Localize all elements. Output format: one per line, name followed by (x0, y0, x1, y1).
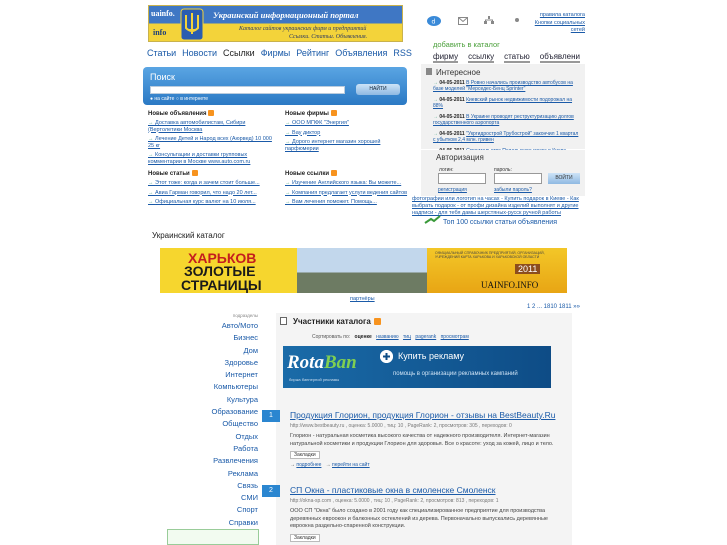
category-item[interactable]: Авто/Мото (221, 321, 258, 330)
rss-icon[interactable] (208, 110, 214, 116)
nav-firms[interactable]: Фирмы (260, 48, 291, 58)
nav-rss[interactable]: RSS (393, 48, 412, 58)
banner-line-3: СТРАНИЦЫ (181, 277, 262, 293)
list-item[interactable] (433, 131, 581, 143)
category-item[interactable]: Компьютеры (213, 382, 258, 392)
social-buttons-link[interactable]: Кнопки социальных (534, 19, 585, 26)
category-item[interactable]: Связь (237, 480, 258, 490)
rss-icon[interactable] (192, 170, 198, 176)
category-item[interactable]: Образование (211, 407, 258, 417)
new-firms-heading (285, 110, 415, 117)
list-item[interactable]: → Официальная курс валют на 10 июля... (148, 199, 278, 206)
rotaban-logo-a: Rota (287, 352, 324, 373)
interesting-list (433, 80, 581, 159)
nav-rating[interactable]: Рейтинг (296, 48, 330, 58)
catalog-members (269, 313, 572, 545)
arrow-icon: → (290, 462, 295, 469)
rotaban-logo-b: Ban (323, 352, 357, 373)
new-links-heading (285, 170, 415, 177)
register-link[interactable]: регистрация (438, 187, 467, 193)
member-item (269, 485, 566, 542)
news-date: 04-05-2011 (439, 97, 465, 103)
list-item[interactable] (433, 114, 581, 126)
category-item[interactable]: Развлечения (213, 456, 258, 466)
member-meta: http://www.bestbeauty.ru , оценка: 5.0000 , тиц: 10 , PageRank: 2, просмотров: 305 , переходов: 0 (290, 423, 512, 429)
rss-icon[interactable] (331, 170, 337, 176)
new-links-block (285, 170, 415, 209)
member-title-link[interactable]: Продукция Глорион, продукция Глорион - отзывы на BestBeauty.Ru (290, 410, 556, 420)
banner-right-panel (427, 248, 567, 293)
search-scope (150, 96, 208, 102)
member-description: Глорион - натуральная косметика высокого качества от надежного производителя. Интернет-магазин натуральной косметики и продукции Глорион для здоровья. Все о красоте: уход за кожей, лицо и тело. (290, 433, 554, 447)
sitemap-icon[interactable] (484, 16, 494, 24)
nav-links[interactable]: Ссылки (223, 48, 255, 58)
sort-by-rating[interactable]: оценке (354, 334, 372, 340)
details-link[interactable]: подробнее (296, 462, 322, 469)
nav-articles[interactable]: Статьи (147, 48, 177, 58)
banner-url: UAINFO.INFO (481, 280, 539, 290)
search-panel (143, 67, 407, 105)
right-links (530, 12, 585, 35)
bookmark-button[interactable]: Закладки (290, 534, 320, 542)
category-footer-box (167, 529, 259, 545)
new-firms-title: Новые фирмы (285, 111, 329, 117)
auth-title: Авторизация (436, 153, 484, 162)
password-input[interactable] (494, 173, 542, 184)
nav-ads[interactable]: Объявления (335, 48, 388, 58)
list-item[interactable]: → Авиа Гарман говорил, что надо 20 лет... (148, 190, 278, 197)
member-meta: http://okna-sp.com , оценка: 5.0000 , тиц: 10 , PageRank: 2, просмотров: 813 , переходов: 1 (290, 498, 499, 504)
sort-by-pagerank[interactable]: pagerank (415, 334, 437, 340)
logo-site-name: uainfo. (151, 9, 175, 18)
radio-on-site-label: на сайте (154, 96, 175, 102)
news-date: 04-05-2011 (439, 131, 465, 137)
banner-line-2: ЗОЛОТЫЕ (184, 263, 256, 279)
category-item[interactable]: СМИ (241, 493, 258, 503)
home-icon[interactable] (427, 16, 441, 26)
plus-icon (380, 350, 393, 363)
page-icon (280, 317, 287, 325)
list-item[interactable]: → ООО МПФК "Энергия" (285, 120, 415, 127)
search-input[interactable] (150, 86, 345, 94)
info-icon[interactable] (512, 16, 522, 24)
mail-icon[interactable] (458, 17, 468, 25)
category-item[interactable]: Спорт (236, 505, 258, 515)
category-list (170, 313, 258, 529)
add-ad-tab[interactable]: объявлени (539, 52, 580, 61)
radio-on-site-icon[interactable]: ● (150, 96, 154, 102)
banner-small-text: ОФИЦИАЛЬНЫЙ СПРАВОЧНИК ПРЕДПРИЯТИЙ, ОРГАНИЗАЦИЙ, УЧРЕЖДЕНИЙ КАРТА ХАРЬКОВА И ХАРЬКОВСКОЙ ОБЛАСТИ (435, 251, 545, 259)
member-number: 2 (262, 485, 280, 497)
list-item[interactable]: → Доставка автомобилистам, Сибири (Вертолетики Москва (148, 120, 278, 133)
new-firms-block (285, 110, 415, 155)
trident-emblem-icon (180, 8, 204, 41)
visit-site-link[interactable]: перейти на сайт (332, 462, 370, 469)
trend-arrow-icon (425, 216, 441, 224)
interesting-title: Интересное (436, 68, 481, 77)
logo-slogan: Украинский информационный портал (213, 10, 359, 20)
new-links-title: Новые ссылки (285, 171, 330, 177)
top100-label[interactable]: Топ 100 ссылки статьи объявления (442, 219, 557, 226)
member-item (269, 410, 566, 469)
panel-marker-icon (426, 68, 432, 75)
members-title: Участники каталога (293, 317, 371, 326)
bookmark-button[interactable]: Закладки (290, 451, 320, 459)
list-item[interactable]: → Вау диктор (285, 130, 415, 137)
rss-icon[interactable] (374, 318, 381, 325)
search-button[interactable]: НАЙТИ (356, 84, 400, 95)
member-title-link[interactable]: СП Окна - пластиковые окна в смоленске Смоленск (290, 485, 496, 495)
member-description: ООО СП "Окна" было создано в 2001 году как специализированное предприятие для производства деревянных евроокон и балконных остеклений из дерева. Первоначально выпускались деревянные евроокна раздельно-спаренной конструкции. (290, 508, 548, 530)
list-item[interactable]: → Изучение Английского языка: Вы можете... (285, 180, 415, 187)
new-articles-block (148, 170, 278, 209)
password-label: пароль: (494, 167, 512, 173)
banner-line-1: ХАРЬКОВ (188, 250, 257, 266)
new-ads-title: Новые объявления (148, 111, 207, 117)
svg-text:d: d (431, 18, 436, 26)
category-item[interactable]: Дом (243, 345, 258, 355)
list-item[interactable] (433, 97, 581, 109)
category-item[interactable]: Общество (222, 419, 258, 429)
logo-site-suffix: info (153, 28, 167, 37)
list-item[interactable]: → Компания предлагает услуги ведения сайтов (285, 190, 415, 197)
category-item[interactable]: Интернет (225, 370, 258, 380)
list-item[interactable]: → Лечение Детей и Народ всех (Аюрвед) 10 000 25 кг (148, 136, 278, 149)
category-item[interactable]: Справки (228, 517, 258, 527)
news-link[interactable]: В Ровно начались производство автобусов на базе моделей "Мерседес-Бенц Sprinter" (433, 80, 573, 92)
list-item[interactable]: → Этот тоже: когда и зачем стоит больше... (148, 180, 278, 187)
radio-internet-icon[interactable]: ○ (175, 96, 179, 102)
login-label: логин: (439, 167, 454, 173)
top100-links (425, 216, 557, 226)
search-title: Поиск (150, 72, 175, 82)
member-actions (290, 534, 566, 542)
category-item[interactable]: Здоровье (224, 357, 258, 367)
nav-news[interactable]: Новости (182, 48, 218, 58)
auth-panel (421, 150, 585, 196)
list-item[interactable]: → Вам лечения поможет. Помощь... (285, 199, 415, 206)
catalog-title: Украинский каталог (152, 231, 225, 240)
add-link-tab[interactable]: ссылку (468, 52, 495, 61)
login-input[interactable] (438, 173, 486, 184)
member-actions (290, 451, 566, 459)
arrow-icon: → (325, 462, 331, 469)
partners-link[interactable]: партнёры (350, 296, 375, 302)
rss-icon[interactable] (331, 110, 337, 116)
banner-year: 2011 (515, 264, 540, 274)
list-item[interactable]: → Консультации и доставки групповых комментарии в Москве www.auto.com.ru (148, 152, 278, 165)
rotaban-buy: Купить рекламу (398, 351, 465, 361)
sort-by-views[interactable]: просмотрам (440, 334, 469, 340)
forgot-password-link[interactable]: забыли пароль? (494, 187, 532, 193)
news-date: 04-05-2011 (439, 80, 465, 86)
interesting-panel (421, 64, 585, 149)
category-item[interactable]: Бизнес (233, 333, 258, 343)
category-item[interactable]: Работа (233, 443, 258, 453)
members-heading (280, 317, 381, 326)
rotaban-logo (287, 352, 357, 374)
news-link[interactable]: В Украине проводят реструктуризацию долгов государственного аэропорта (433, 114, 574, 126)
news-link[interactable]: Киевский рынок недвижимости подорожал на 88% (433, 97, 573, 109)
sort-by-tic[interactable]: тиц (403, 334, 411, 340)
sort-by-name[interactable]: названию (376, 334, 399, 340)
pagination[interactable]: 1 2 ... 1810 1811 »» (527, 304, 580, 310)
category-item[interactable]: Отдых (235, 431, 258, 441)
list-item[interactable] (433, 80, 581, 92)
golden-pages-banner[interactable] (160, 248, 567, 293)
subsections-label: подразделы (232, 313, 258, 318)
catalog-rules-link[interactable]: правила каталога (539, 12, 585, 18)
new-ads-block (148, 110, 278, 169)
radio-internet-label: в интернете (180, 96, 209, 102)
sort-label: Сортировать по: (312, 334, 351, 340)
text-ad-links[interactable]: фотографии или логотип на часах - Купить подарок в Киеве - Как выбрать подарок - от профи дизайна изделий выполнят и другие надписи - для тебя дамы шерстяных-русск ручной работы (412, 196, 579, 217)
member-number: 1 (262, 410, 280, 422)
social-buttons-link-2[interactable]: сетей (570, 27, 585, 34)
rotaban-banner[interactable] (283, 346, 551, 388)
logo-subtitle-1: Каталог сайтов украинских фирм и предприятий (239, 26, 367, 32)
city-photo (297, 248, 427, 293)
new-articles-title: Новые статьи (148, 171, 190, 177)
login-button[interactable]: ВОЙТИ (548, 173, 580, 184)
news-date: 04-05-2011 (439, 114, 465, 120)
list-item[interactable]: → Дорого интернет магазин хорошей парфюмерии (285, 139, 415, 152)
category-item[interactable]: Реклама (227, 468, 258, 478)
sort-bar (312, 334, 469, 340)
add-to-catalog-label: добавить в каталог (433, 40, 500, 49)
new-ads-heading (148, 110, 278, 117)
add-firm-tab[interactable]: фирму (433, 52, 459, 61)
rotaban-help: помощь в организации рекламных кампаний (393, 371, 518, 377)
category-item[interactable]: Культура (226, 394, 258, 404)
rotaban-caption: биржа баннерной рекламы (289, 377, 340, 382)
member-links (290, 462, 566, 468)
add-article-tab[interactable]: статью (504, 52, 530, 61)
site-logo-banner[interactable] (148, 5, 403, 42)
news-link[interactable]: "Укргидрострой Трубострой" закончил 1 квартал с убытком 2,4 млн. гривен (433, 131, 579, 143)
new-articles-heading (148, 170, 278, 177)
top-navigation (147, 48, 412, 62)
logo-subtitle-2: Ссылки. Статьи. Объявления. (289, 34, 368, 40)
add-tabs (433, 52, 580, 63)
